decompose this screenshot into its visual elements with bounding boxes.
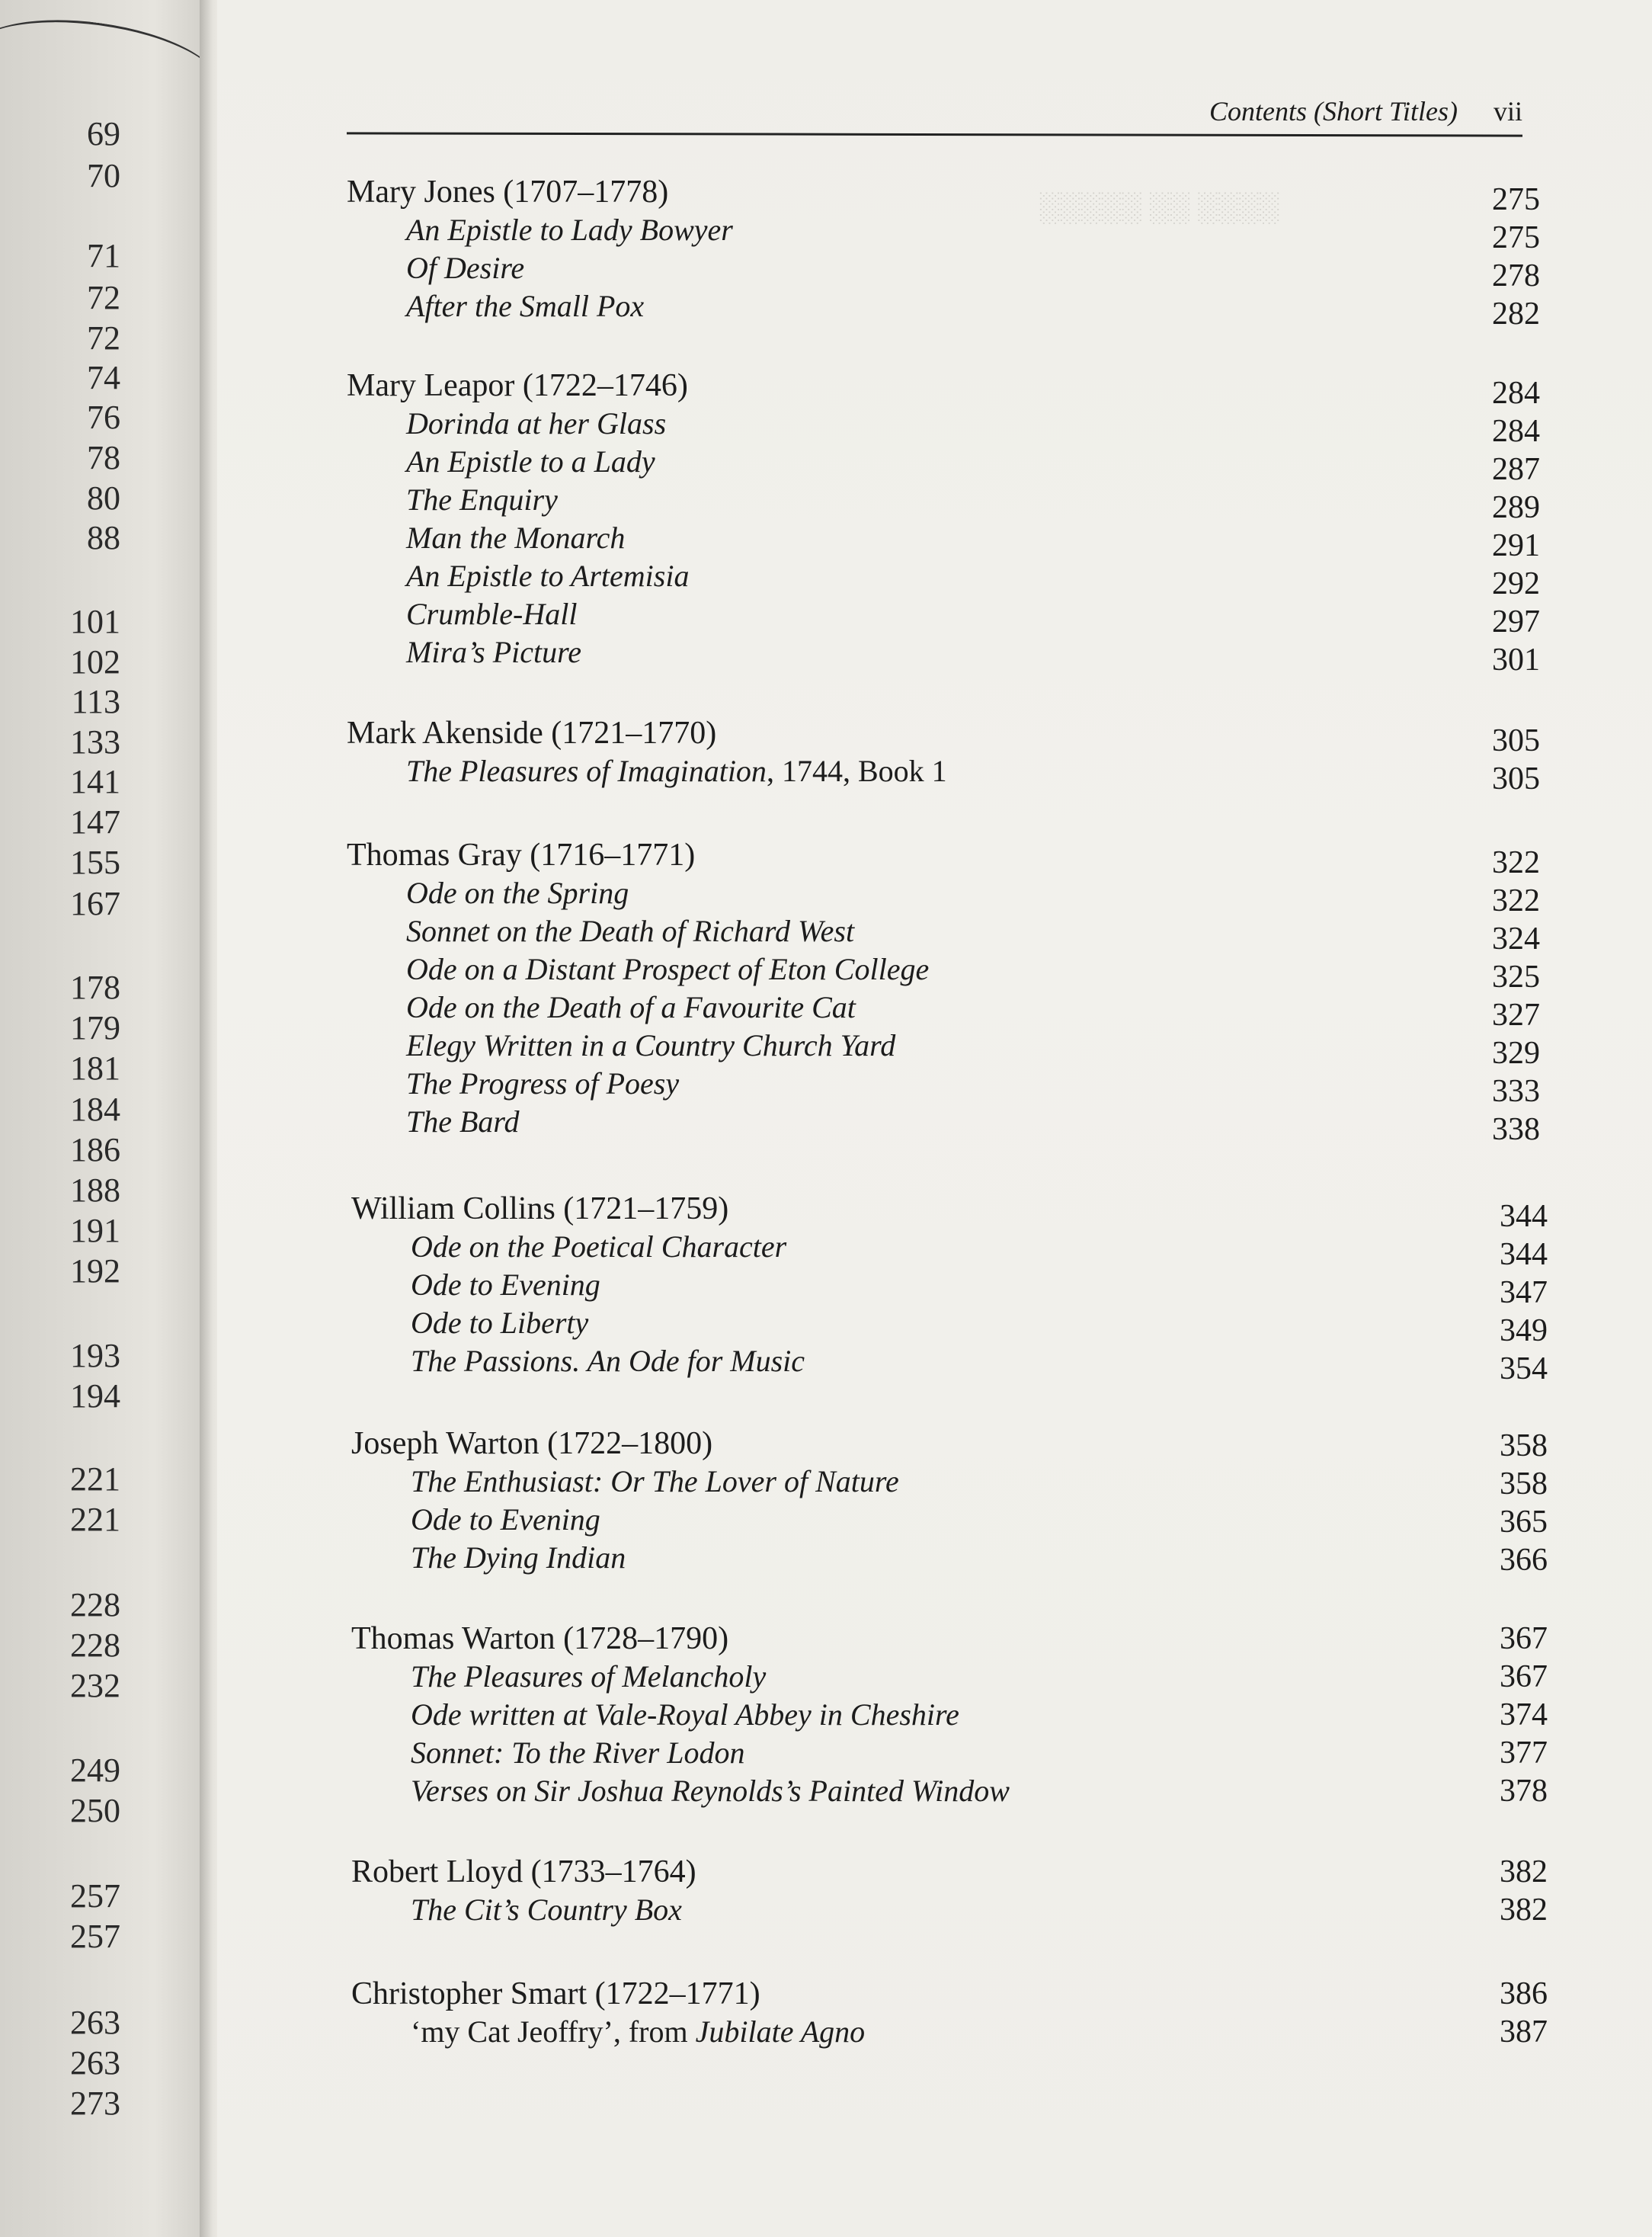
left-page-number: 74	[87, 359, 120, 396]
author-name: William Collins (1721–1759)	[351, 1191, 729, 1226]
left-page-number: 101	[70, 603, 120, 640]
left-page-number: 249	[70, 1751, 120, 1789]
poem-title: Ode on the Spring	[406, 876, 629, 910]
left-page-number: 102	[70, 643, 120, 681]
toc-poem-entry[interactable]	[411, 1463, 899, 1499]
toc-poem-entry[interactable]	[411, 1735, 745, 1771]
toc-page-number: 338	[1492, 1112, 1540, 1147]
author-name: Thomas Gray (1716–1771)	[347, 838, 696, 873]
toc-page-number: 382	[1500, 1854, 1548, 1889]
toc-page-number: 278	[1492, 258, 1540, 293]
poem-title: Ode to Liberty	[411, 1306, 589, 1340]
toc-poem-entry[interactable]	[411, 1305, 588, 1341]
toc-poem-entry[interactable]	[406, 558, 689, 594]
toc-author-entry[interactable]	[347, 174, 668, 210]
poem-title: The Enquiry	[406, 482, 558, 517]
toc-page-number: 367	[1500, 1659, 1548, 1694]
left-page-number: 113	[71, 683, 120, 720]
left-page-number: 178	[70, 969, 120, 1006]
poem-title: The Pleasures of Melancholy	[411, 1659, 767, 1694]
toc-author-entry[interactable]	[351, 1620, 728, 1657]
left-page-number: 228	[70, 1586, 120, 1623]
poem-title: Ode written at Vale-Royal Abbey in Cheshire	[411, 1697, 959, 1732]
poem-title: Man the Monarch	[406, 521, 626, 555]
left-page-number: 78	[87, 439, 120, 476]
toc-page-number: 358	[1500, 1466, 1548, 1501]
author-name: Mary Leapor (1722–1746)	[347, 368, 688, 403]
toc-page-number: 333	[1492, 1074, 1540, 1109]
poem-title: Sonnet on the Death of Richard West	[406, 914, 855, 948]
toc-page-number: 305	[1492, 723, 1540, 758]
toc-poem-entry[interactable]	[406, 444, 655, 479]
left-page-number: 250	[70, 1792, 120, 1829]
toc-author-entry[interactable]	[347, 715, 716, 752]
poem-title: Of Desire	[406, 251, 525, 285]
left-page-number: 76	[87, 399, 120, 436]
left-page-number: 232	[70, 1667, 120, 1704]
poem-title: Ode to Evening	[411, 1268, 600, 1302]
left-page-number: 155	[70, 844, 120, 881]
left-page-number: 273	[70, 2085, 120, 2122]
left-page-number: 179	[70, 1009, 120, 1046]
toc-page-number: 344	[1500, 1199, 1548, 1234]
toc-page-number: 292	[1492, 566, 1540, 601]
author-name: Mary Jones (1707–1778)	[347, 175, 669, 210]
toc-page-number: 387	[1500, 2014, 1548, 2050]
left-page-number: 186	[70, 1131, 120, 1168]
toc-page-number: 275	[1492, 220, 1540, 255]
left-page-number: 191	[70, 1212, 120, 1249]
poem-title: The Enthusiast: Or The Lover of Nature	[411, 1464, 899, 1498]
toc-poem-entry[interactable]	[406, 212, 733, 248]
toc-page-number: 275	[1492, 182, 1540, 217]
toc-poem-entry[interactable]	[406, 951, 929, 987]
toc-page-number: 327	[1492, 998, 1540, 1033]
entry-suffix: , 1744, Book 1	[766, 754, 947, 788]
author-name: Joseph Warton (1722–1800)	[351, 1426, 713, 1461]
poem-title: The Bard	[406, 1104, 520, 1139]
toc-page-number: 325	[1492, 960, 1540, 995]
left-page-number: 228	[70, 1626, 120, 1664]
toc-poem-entry[interactable]	[406, 634, 581, 670]
entry-suffix: Jubilate Agno	[695, 2014, 866, 2049]
toc-poem-entry[interactable]	[411, 1229, 786, 1264]
poem-title: The Passions. An Ode for Music	[411, 1344, 805, 1378]
toc-page-number: 301	[1492, 643, 1540, 678]
toc-page-number: 284	[1492, 414, 1540, 449]
toc-page-number: 382	[1500, 1892, 1548, 1928]
left-page-number: 167	[70, 885, 120, 922]
poem-title: The Progress of Poesy	[406, 1066, 680, 1101]
toc-poem-entry[interactable]	[406, 288, 644, 324]
left-page-number: 147	[70, 803, 120, 841]
header-rule	[347, 132, 1522, 136]
toc-poem-entry[interactable]	[406, 1027, 895, 1063]
left-page-number: 221	[70, 1460, 120, 1498]
left-page-number: 221	[70, 1501, 120, 1538]
toc-page-number: 297	[1492, 604, 1540, 639]
poem-title: An Epistle to a Lady	[406, 444, 655, 479]
poem-title: Ode to Evening	[411, 1502, 600, 1537]
toc-page-number: 329	[1492, 1036, 1540, 1071]
toc-poem-entry[interactable]	[406, 596, 577, 632]
poem-title: The Pleasures of Imagination	[406, 754, 767, 788]
toc-page-number: 374	[1500, 1697, 1548, 1732]
left-page-number: 194	[70, 1377, 120, 1415]
toc-poem-entry[interactable]	[406, 1066, 679, 1101]
left-page-number: 192	[70, 1252, 120, 1290]
toc-poem-entry[interactable]	[406, 405, 666, 441]
toc-page-number: 289	[1492, 490, 1540, 525]
toc-poem-entry[interactable]	[406, 482, 558, 518]
toc-author-entry[interactable]	[347, 837, 695, 873]
poem-title: An Epistle to Lady Bowyer	[406, 213, 733, 247]
toc-page-number: 324	[1492, 921, 1540, 957]
left-page-number: 133	[70, 723, 120, 761]
toc-poem-entry[interactable]	[411, 1267, 600, 1303]
toc-page-number: 291	[1492, 528, 1540, 563]
toc-page-number: 305	[1492, 761, 1540, 796]
running-head-page: vii	[1493, 96, 1522, 127]
toc-poem-entry[interactable]	[406, 520, 625, 556]
toc-page-number: 282	[1492, 296, 1540, 332]
toc-author-entry[interactable]	[347, 367, 688, 404]
left-page-number: 88	[87, 519, 120, 556]
left-page-number: 193	[70, 1337, 120, 1374]
toc-page-number: 377	[1500, 1735, 1548, 1771]
toc-page-number: 284	[1492, 376, 1540, 411]
toc-poem-entry[interactable]	[406, 913, 854, 949]
left-page-number: 141	[70, 763, 120, 800]
poem-title: The Cit’s Country Box	[411, 1892, 682, 1927]
toc-page-number: 386	[1500, 1976, 1548, 2011]
toc-page-number: 354	[1500, 1351, 1548, 1386]
toc-page-number: 366	[1500, 1543, 1548, 1578]
toc-page-number: 367	[1500, 1621, 1548, 1656]
show-through-text: ░░░░ ░░ ░░░░░	[1040, 191, 1281, 223]
poem-title: Mira’s Picture	[406, 635, 581, 669]
poem-title: Sonnet: To the River Lodon	[411, 1735, 745, 1770]
toc-author-entry[interactable]	[351, 1191, 728, 1227]
toc-page-number: 378	[1500, 1774, 1548, 1809]
poem-title: Dorinda at her Glass	[406, 406, 667, 441]
poem-title: Ode on the Poetical Character	[411, 1229, 787, 1264]
running-head	[1209, 95, 1522, 127]
toc-page-number: 287	[1492, 452, 1540, 487]
author-name: Mark Akenside (1721–1770)	[347, 716, 717, 751]
left-page-edge	[0, 0, 206, 2237]
toc-author-entry[interactable]	[351, 1425, 712, 1462]
author-name: Christopher Smart (1722–1771)	[351, 1976, 760, 2011]
toc-poem-entry[interactable]	[406, 875, 629, 911]
toc-poem-entry[interactable]	[411, 1659, 766, 1694]
poem-title: The Dying Indian	[411, 1540, 626, 1575]
toc-page-number: 344	[1500, 1237, 1548, 1272]
left-page-number: 188	[70, 1171, 120, 1209]
toc-page-number: 347	[1500, 1275, 1548, 1310]
left-page-number: 257	[70, 1918, 120, 1955]
toc-poem-entry[interactable]	[406, 1104, 520, 1139]
running-head-title: Contents (Short Titles)	[1209, 96, 1458, 127]
left-page-number: 80	[87, 479, 120, 517]
left-page-number: 263	[70, 2044, 120, 2082]
toc-poem-entry[interactable]	[406, 250, 524, 286]
toc-poem-entry[interactable]	[411, 1773, 1010, 1809]
toc-page-number: 358	[1500, 1428, 1548, 1463]
poem-title: Elegy Written in a Country Church Yard	[406, 1028, 896, 1062]
author-name: Thomas Warton (1728–1790)	[351, 1621, 729, 1656]
left-page-number: 184	[70, 1091, 120, 1128]
poem-title: An Epistle to Artemisia	[406, 559, 690, 593]
poem-title: After the Small Pox	[406, 289, 645, 323]
left-page-number: 69	[87, 115, 120, 152]
left-page-number: 72	[87, 279, 120, 316]
toc-page-number: 349	[1500, 1313, 1548, 1348]
toc-author-entry[interactable]	[351, 1854, 696, 1890]
poem-title: Ode on the Death of a Favourite Cat	[406, 990, 856, 1024]
toc-page-number: 322	[1492, 883, 1540, 918]
toc-page-number: 322	[1492, 845, 1540, 880]
poem-title: Ode on a Distant Prospect of Eton College	[406, 952, 930, 986]
toc-poem-entry[interactable]	[411, 1501, 600, 1537]
toc-poem-entry[interactable]	[411, 2014, 865, 2050]
poem-title: Crumble-Hall	[406, 597, 578, 631]
contents-page	[217, 0, 1652, 2237]
toc-poem-entry[interactable]	[406, 753, 947, 789]
poem-title: ‘my Cat Jeoffry’, from	[411, 2014, 696, 2049]
toc-poem-entry[interactable]	[411, 1892, 682, 1928]
left-page-number: 257	[70, 1877, 120, 1915]
toc-author-entry[interactable]	[351, 1976, 760, 2012]
left-page-number: 70	[87, 157, 120, 194]
toc-poem-entry[interactable]	[411, 1540, 626, 1575]
toc-poem-entry[interactable]	[411, 1343, 805, 1379]
toc-poem-entry[interactable]	[411, 1697, 959, 1732]
left-page-number: 263	[70, 2004, 120, 2041]
left-page-number: 181	[70, 1050, 120, 1087]
left-page-number: 72	[87, 319, 120, 357]
author-name: Robert Lloyd (1733–1764)	[351, 1854, 696, 1889]
toc-poem-entry[interactable]	[406, 989, 856, 1025]
left-page-number: 71	[87, 237, 120, 274]
poem-title: Verses on Sir Joshua Reynolds’s Painted Window	[411, 1774, 1010, 1808]
toc-page-number: 365	[1500, 1505, 1548, 1540]
